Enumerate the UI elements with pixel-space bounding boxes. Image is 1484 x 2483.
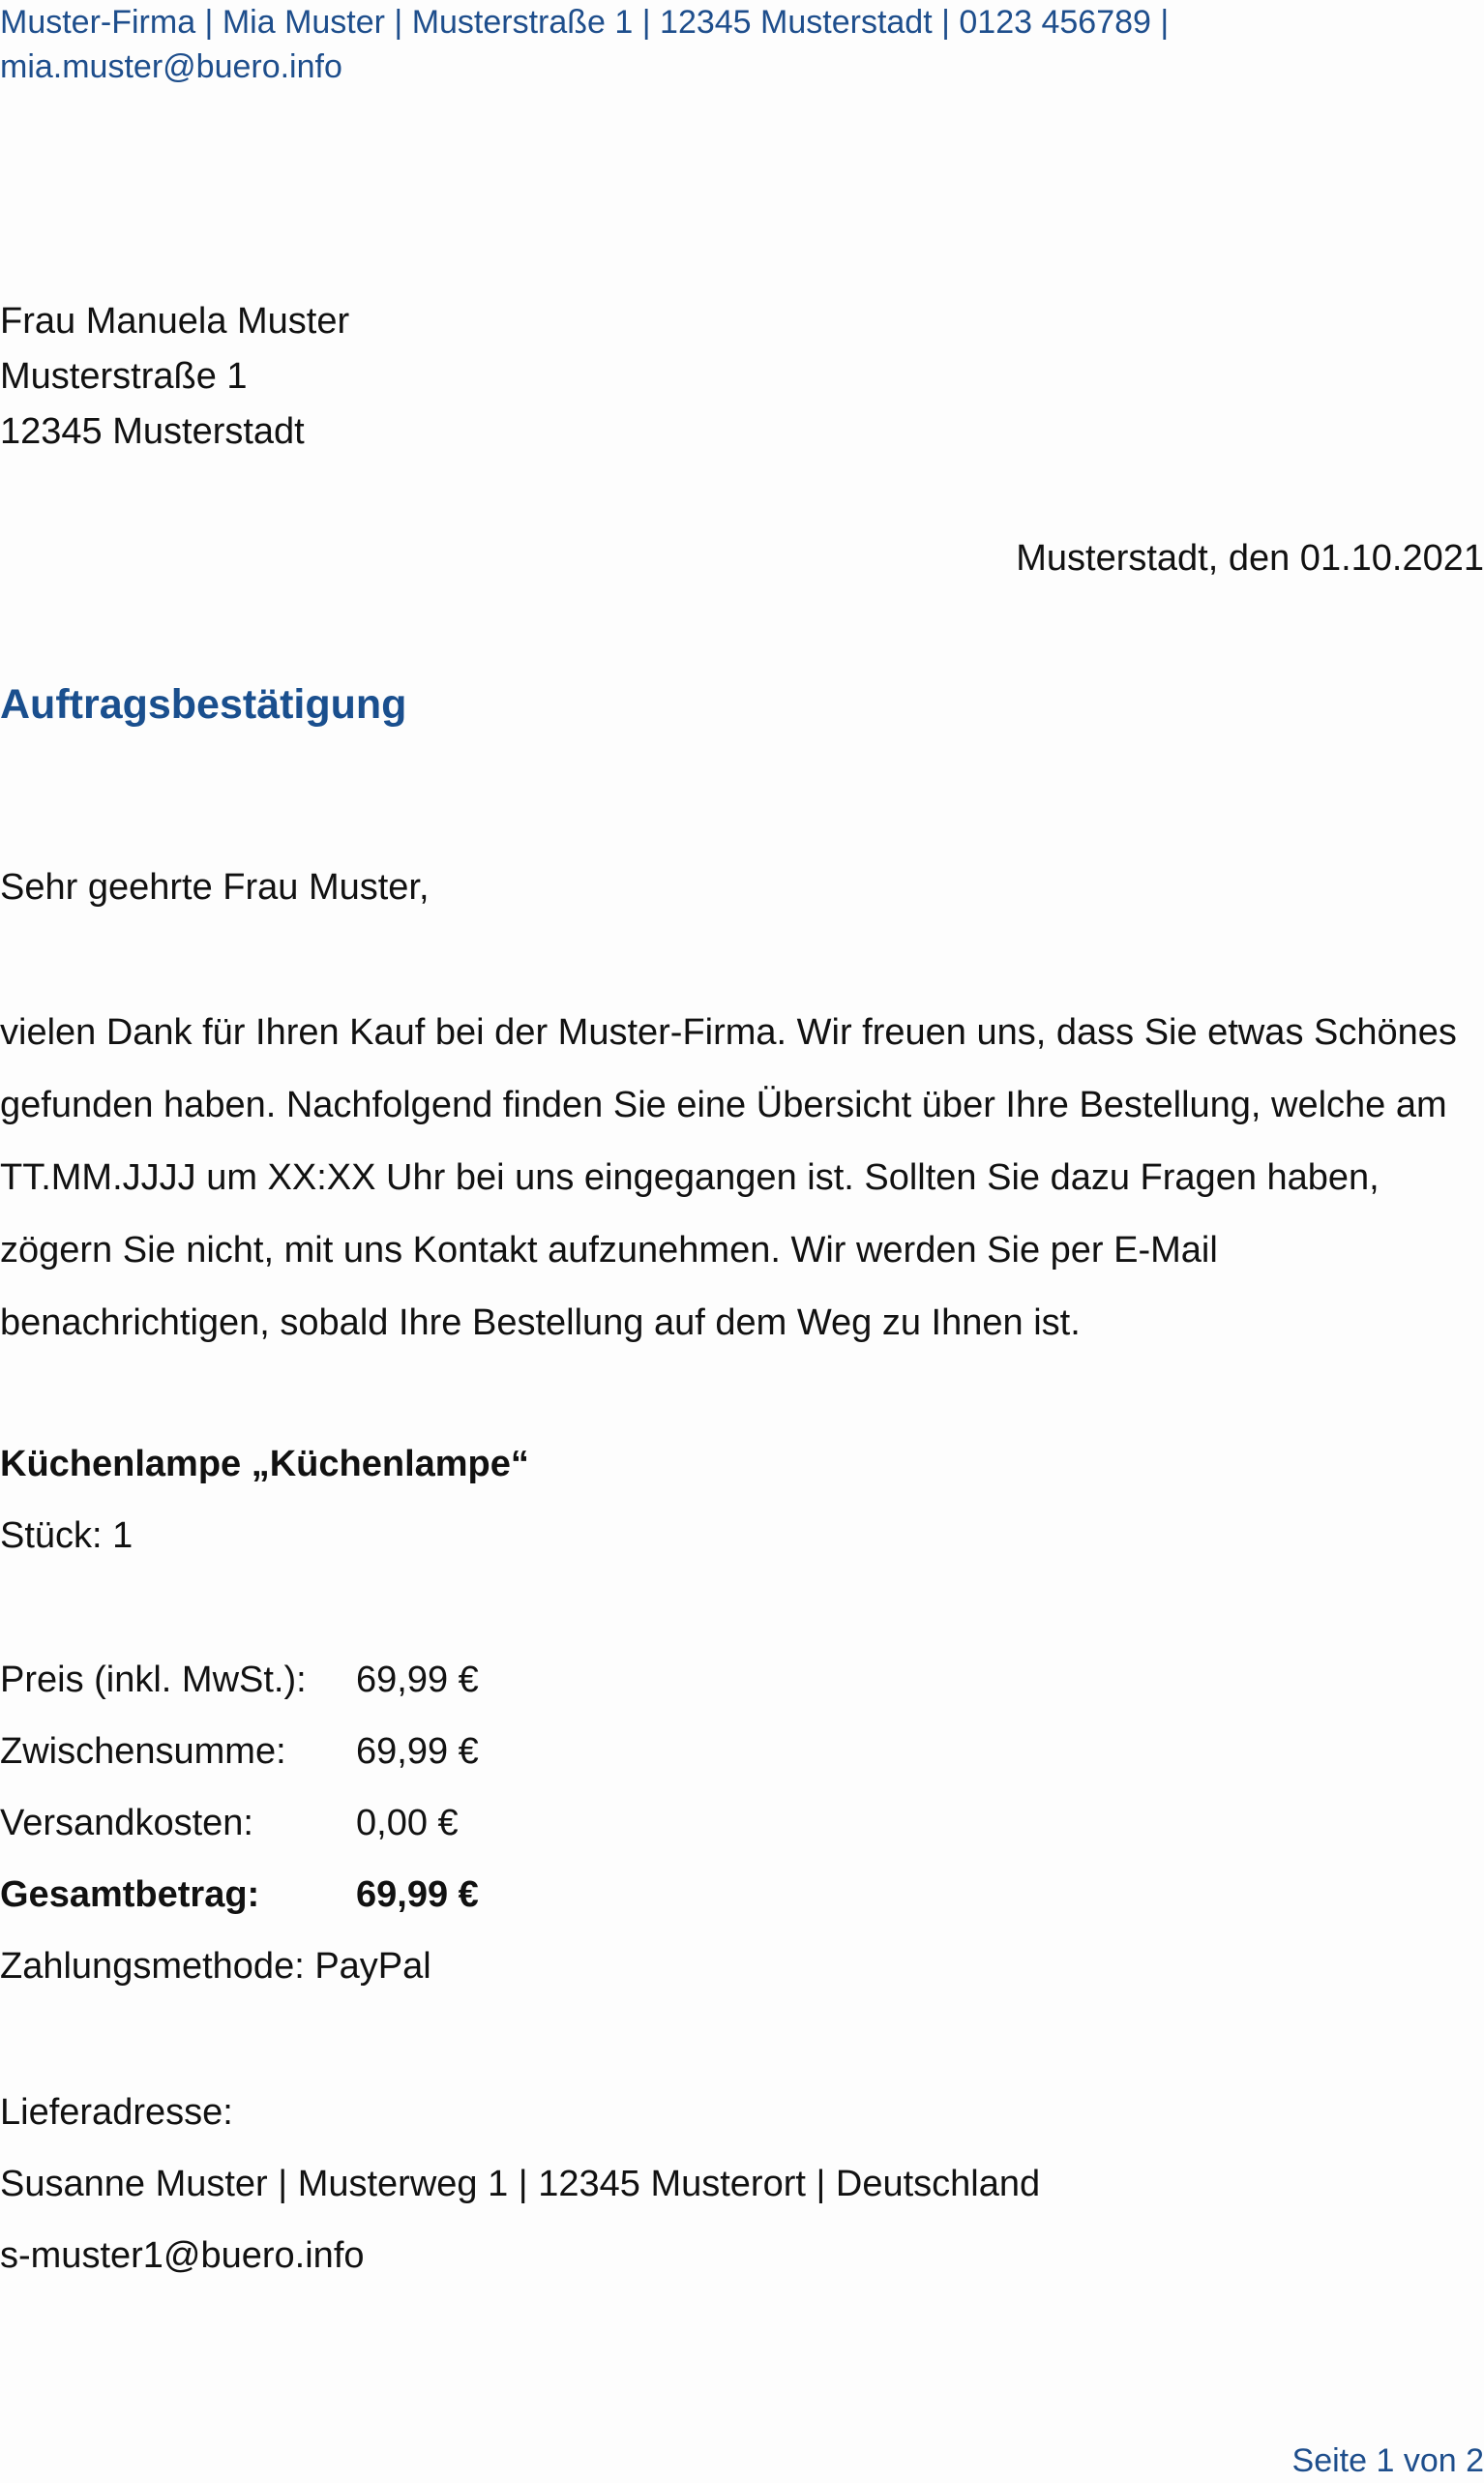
shipping-row <box>0 1787 479 1859</box>
salutation: Sehr geehrte Frau Muster, <box>0 867 430 908</box>
total-label: Gesamtbetrag: <box>0 1874 260 1915</box>
recipient-name: Frau Manuela Muster <box>0 301 350 342</box>
recipient-address <box>0 294 349 460</box>
delivery-address: Susanne Muster | Musterweg 1 | 12345 Musterort | Deutschland <box>0 2164 1041 2204</box>
price-summary <box>0 1644 479 2002</box>
payment-method: Zahlungsmethode: PayPal <box>0 1946 431 1987</box>
letter-subject: Auftragsbestätigung <box>0 681 407 728</box>
subtotal-value: 69,99 € <box>356 1731 479 1772</box>
delivery-block <box>0 2077 1040 2291</box>
price-label: Preis (inkl. MwSt.): <box>0 1660 307 1700</box>
delivery-label: Lieferadresse: <box>0 2092 233 2133</box>
sender-line: Muster-Firma | Mia Muster | Musterstraße 1 | 12345 Musterstadt | 0123 456789 | mia.muster@buero.info <box>0 4 1170 85</box>
body-paragraph: vielen Dank für Ihren Kauf bei der Muster-Firma. Wir freuen uns, dass Sie etwas Schönes gefunden haben. Nachfolgend finden Sie eine Übersicht über Ihre Bestellung, welche am TT.MM.JJJJ um XX:XX Uhr bei uns eingegangen ist. Sollten Sie dazu Fragen haben, zögern Sie nicht, mit uns Kontakt aufzunehmen. Wir werden Sie per E-Mail benachrichtigen, sobald Ihre Bestellung auf dem Weg zu Ihnen ist. <box>0 1012 1457 1343</box>
product-name: Küchenlampe „Küchenlampe“ <box>0 1444 529 1484</box>
product-quantity: Stück: 1 <box>0 1515 134 1556</box>
letter-date: Musterstadt, den 01.10.2021 <box>1016 538 1484 579</box>
price-value: 69,99 € <box>356 1660 479 1700</box>
subtotal-row <box>0 1716 479 1787</box>
shipping-value: 0,00 € <box>356 1803 459 1843</box>
subtotal-label: Zwischensumme: <box>0 1731 286 1772</box>
total-value: 69,99 € <box>356 1874 479 1915</box>
product-block <box>0 1428 529 1571</box>
total-row <box>0 1859 479 1930</box>
page-number: Seite 1 von 2 <box>1291 2442 1484 2479</box>
recipient-street: Musterstraße 1 <box>0 356 248 397</box>
recipient-city: 12345 Musterstadt <box>0 411 305 452</box>
price-row <box>0 1644 479 1716</box>
delivery-email: s-muster1@buero.info <box>0 2235 365 2276</box>
shipping-label: Versandkosten: <box>0 1803 253 1843</box>
